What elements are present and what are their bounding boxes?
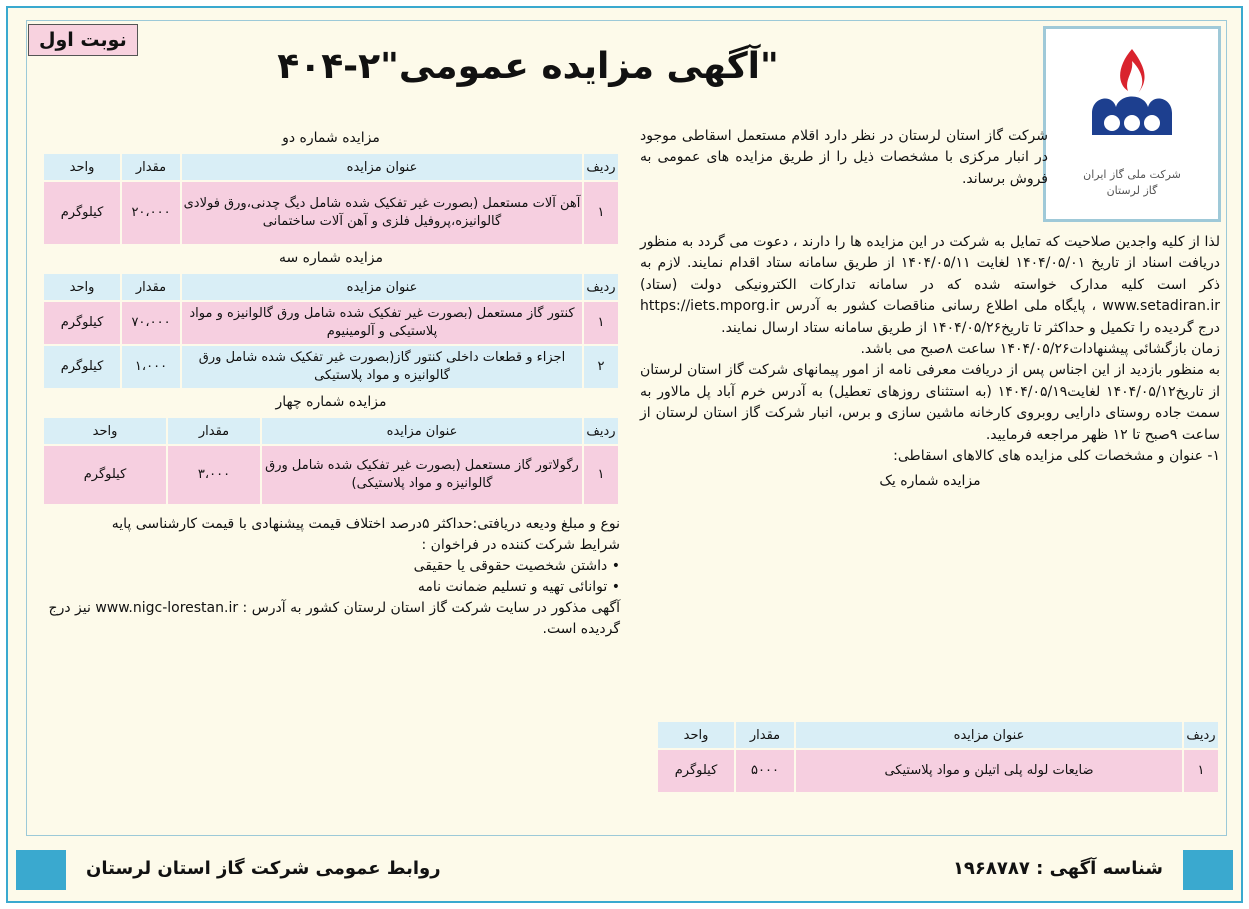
cell-row: ۱	[584, 446, 618, 504]
body-paragraph-3: به منظور بازدید از این اجناس پس از دریافت معرفی نامه از امور پیمانهای شرکت گاز استان لرستان از تاریخ۱۴۰۴/۰۵/۱۲ لغایت۱۴۰۴/۰۵/۱۹ (به استثنای روزهای تعطیل) به آدرس خرم آباد پل مالاور به سمت جاده روستای دارایی روبروی کارخانه ماشین سازی و برس، انبار شرکت گاز استان لرستان از ساعت ۹صبح تا ۱۲ ظهر مراجعه فرمایید.	[640, 362, 1220, 443]
cell-title: اجزاء و قطعات داخلی کنتور گاز(بصورت غیر تفکیک شده شامل ورق گالوانیزه و مواد پلاستیکی	[182, 346, 582, 388]
table-row	[44, 446, 618, 504]
header-row-number: ردیف	[584, 418, 618, 444]
deposit-text: نوع و مبلغ ودیعه دریافتی:حداکثر ۵درصد اختلاف قیمت پیشنهادی با قیمت کارشناسی پایه	[111, 516, 620, 532]
cell-unit: کیلوگرم	[44, 346, 120, 388]
table-row	[658, 750, 1218, 792]
cell-qty: ۳،۰۰۰	[168, 446, 260, 504]
terms-block	[42, 514, 620, 640]
header-title: عنوان مزایده	[796, 722, 1182, 748]
header-unit: واحد	[658, 722, 734, 748]
cell-title: آهن آلات مستعمل (بصورت غیر تفکیک شده شامل دیگ چدنی،ورق فولادی گالوانیزه،پروفیل فلزی و آهن آلات ساختمانی	[182, 182, 582, 244]
table-row	[44, 346, 618, 388]
header-row-number: ردیف	[1184, 722, 1218, 748]
header-qty: مقدار	[122, 154, 180, 180]
header-row-number: ردیف	[584, 274, 618, 300]
left-column	[42, 126, 620, 640]
logo-caption-1: شرکت ملی گاز ایران	[1083, 168, 1181, 181]
condition-item-2: • توانائی تهیه و تسلیم ضمانت نامه	[417, 579, 620, 595]
auction2-table	[42, 152, 620, 246]
company-logo-box	[1043, 26, 1221, 222]
cell-row: ۱	[584, 182, 618, 244]
cell-qty: ۷۰،۰۰۰	[122, 302, 180, 344]
table-row	[44, 302, 618, 344]
auction1-section	[656, 720, 1220, 794]
auction1-table	[656, 720, 1220, 794]
intro-paragraph: شرکت گاز استان لرستان در نظر دارد اقلام مستعمل اسقاطی موجود در انبار مرکزی با مشخصات ذیل را از طریق مزایده های عمومی به فروش برساند.	[640, 128, 1048, 187]
header-qty: مقدار	[122, 274, 180, 300]
auction4-table	[42, 416, 620, 506]
header-unit: واحد	[44, 274, 120, 300]
header-qty: مقدار	[168, 418, 260, 444]
header-unit: واحد	[44, 154, 120, 180]
footer-bar	[16, 850, 1233, 890]
page-title: "آگهی مزایده عمومی"۲-۴۰۴	[277, 46, 779, 87]
cell-unit: کیلوگرم	[44, 182, 120, 244]
header-title: عنوان مزایده	[262, 418, 582, 444]
right-column-body	[640, 232, 1220, 499]
nigc-flame-logo-icon	[1072, 43, 1192, 163]
header-unit: واحد	[44, 418, 166, 444]
cell-title: رگولاتور گاز مستعمل (بصورت غیر تفکیک شده شامل ورق گالوانیزه و مواد پلاستیکی)	[262, 446, 582, 504]
cell-unit: کیلوگرم	[44, 446, 166, 504]
header-title: عنوان مزایده	[182, 154, 582, 180]
auction4-title: مزایده شماره چهار	[275, 394, 387, 410]
cell-unit: کیلوگرم	[44, 302, 120, 344]
cell-title: ضایعات لوله پلی اتیلن و مواد پلاستیکی	[796, 750, 1182, 792]
table-row	[44, 182, 618, 244]
cell-row: ۲	[584, 346, 618, 388]
cell-title: کنتور گاز مستعمل (بصورت غیر تفکیک شده شامل ورق گالوانیزه و مواد پلاستیکی و آلومینیوم	[182, 302, 582, 344]
header-title: عنوان مزایده	[182, 274, 582, 300]
header-qty: مقدار	[736, 722, 794, 748]
cell-qty: ۱،۰۰۰	[122, 346, 180, 388]
conditions-title: شرایط شرکت کننده در فراخوان :	[421, 537, 620, 553]
header-row-number: ردیف	[584, 154, 618, 180]
auction1-title: مزایده شماره یک	[879, 473, 981, 490]
logo-caption-2: گاز لرستان	[1106, 184, 1158, 197]
website-note: آگهی مذکور در سایت شرکت گاز استان لرستان کشور به آدرس : www.nigc-lorestan.ir نیز درج گردیده است.	[48, 600, 620, 637]
body-paragraph-1: لذا از کلیه واجدین صلاحیت که تمایل به شرکت در این مزایده ها را دارند ، دعوت می گردد به منظور دریافت اسناد از تاریخ ۱۴۰۴/۰۵/۰۱ لغایت ۱۴۰۴/۰۵/۱۱ از طریق سامانه ستاد اقدام نمایند. لازم به ذکر است کلیه مدارک خواسته شده که در سامانه تدارکات الکترونیکی دولت (ستاد) www.setadiran.ir ، پایگاه ملی اطلاع رسانی مناقصات کشور به آدرس https://iets.mporg.ir درج گردیده را تکمیل و حداکثر تا تاریخ۱۴۰۴/۰۵/۲۶ از طریق سامانه ستاد ارسال نمایند.	[640, 234, 1220, 336]
body-paragraph-2: زمان بازگشائی پیشنهادات۱۴۰۴/۰۵/۲۶ ساعت ۸صبح می باشد.	[860, 341, 1220, 358]
footer-public-relations: روابط عمومی شرکت گاز استان لرستان	[86, 858, 441, 879]
cell-row: ۱	[1184, 750, 1218, 792]
cell-unit: کیلوگرم	[658, 750, 734, 792]
cell-row: ۱	[584, 302, 618, 344]
cell-qty: ۵۰۰۰	[736, 750, 794, 792]
condition-item-1: • داشتن شخصیت حقوقی یا حقیقی	[413, 558, 620, 574]
cell-qty: ۲۰،۰۰۰	[122, 182, 180, 244]
auction3-table	[42, 272, 620, 390]
body-paragraph-4: ۱- عنوان و مشخصات کلی مزایده های کالاهای اسقاطی:	[893, 448, 1220, 465]
auction2-title: مزایده شماره دو	[282, 130, 380, 146]
publication-badge: نوبت اول	[28, 24, 138, 56]
advertisement-frame	[6, 6, 1243, 903]
footer-ad-id: شناسه آگهی : ۱۹۶۸۷۸۷	[952, 858, 1163, 879]
auction3-title: مزایده شماره سه	[278, 250, 383, 266]
